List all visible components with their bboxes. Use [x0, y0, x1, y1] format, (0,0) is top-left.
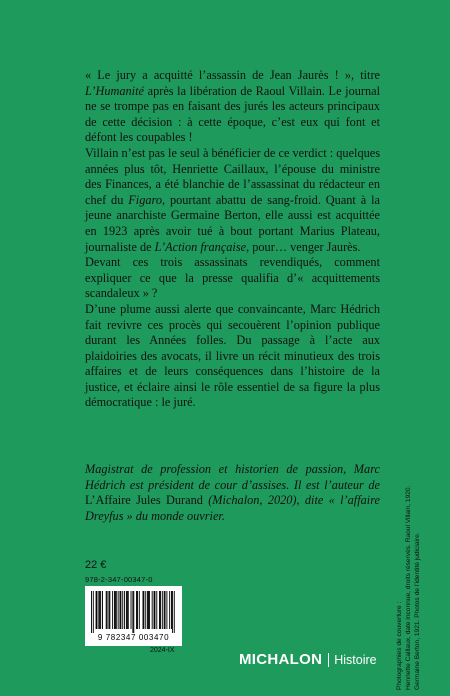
barcode-bar — [174, 591, 175, 633]
price: 22 € — [85, 559, 107, 571]
barcode-bar — [100, 591, 101, 629]
text-run: , pourtant abattu de sang-froid. Quant à la jeune anarchiste Germaine Berton, elle aussi est acquittée en 1923 après avoir tué à bout portant Marius Plateau, journaliste de — [85, 192, 380, 254]
barcode-bar — [98, 591, 99, 629]
barcode-bar — [93, 591, 94, 633]
barcode-bar — [164, 591, 165, 629]
barcode-bar — [115, 591, 116, 629]
credits-line: Germaine Berton, 1921. Photos de l’identité judiciaire. — [414, 532, 421, 690]
publisher-name: MICHALON — [239, 651, 323, 668]
barcode-bar — [127, 591, 128, 629]
text-run: (Michalon, 2020), dite « l’affaire Dreyfus » du monde ouvrier. — [85, 493, 380, 523]
barcode-bar — [143, 591, 144, 629]
barcode-digits: 9 782347 003470 — [97, 633, 170, 642]
blurb — [85, 68, 380, 411]
barcode-bar — [154, 591, 155, 629]
barcode-bar — [124, 591, 125, 629]
barcode-bar — [137, 591, 138, 629]
barcode-bar — [109, 591, 110, 629]
text-run: « Le jury a acquitté l’assassin de Jean Jaurès ! », titre — [85, 68, 380, 82]
upright-text: L’Affaire Jules Durand — [85, 493, 203, 508]
publisher-logo — [239, 651, 377, 668]
barcode-bar — [132, 591, 133, 633]
barcode-bar — [159, 591, 160, 629]
barcode-bar — [120, 591, 121, 629]
barcode-bar — [171, 591, 172, 629]
barcode-bar — [118, 591, 119, 629]
isbn: 978-2-347-00347-0 — [85, 575, 153, 584]
barcode-bar — [147, 591, 148, 629]
blurb-paragraph — [85, 68, 380, 146]
barcode-bar — [112, 591, 113, 629]
barcode-bar — [131, 591, 132, 629]
barcode-bar — [120, 591, 121, 629]
photo-credits — [395, 470, 422, 690]
edition-code: 2024-IX — [150, 647, 175, 654]
barcode-bar — [160, 591, 161, 629]
barcode-bar — [169, 591, 170, 629]
barcode-bar — [145, 591, 146, 629]
barcode-bar — [99, 591, 100, 629]
text-run: Villain n’est pas le seul à bénéficier de ce verdict : quelques années plus tôt, Henriette Caillaux, l’épouse du ministre des Finances, a été blanchie de l’assassinat du rédacteur en chef du — [85, 145, 380, 207]
barcode-bar — [172, 591, 173, 633]
barcode-bar — [133, 591, 134, 633]
barcode-bar — [152, 591, 153, 629]
barcode-bar — [154, 591, 155, 629]
barcode-bar — [102, 591, 103, 629]
barcode-bar — [126, 591, 127, 629]
barcode-bar — [97, 591, 98, 629]
barcode-bar — [136, 591, 137, 629]
italic-text: L’Humanité — [85, 83, 144, 98]
italic-text: L’Action française — [154, 239, 247, 254]
text-run: D’une plume aussi alerte que convaincante, Marc Hédrich fait revivre ces procès qui secouèrent l’opinion publique durant les Années folles. Du passage à l’acte aux plaidoiries des avocats, il livre un récit minutieux des trois affaires et de leurs conséquences dans l’histoire de la justice, et éclaire ainsi le rôle essentiel de sa figure la plus démocratique : le juré. — [85, 301, 380, 410]
barcode-bar — [143, 591, 144, 629]
barcode-bar — [149, 591, 150, 629]
barcode-bar — [156, 591, 157, 629]
barcode-bar — [148, 591, 149, 629]
blurb-paragraph — [85, 302, 380, 411]
publisher-divider — [328, 653, 329, 667]
barcode-bar — [96, 591, 97, 629]
credits-line: Henriette Caillaux, date inconnue, droits réservés. Raoul Villain, 1920. — [405, 485, 412, 690]
barcode-bar — [107, 591, 108, 629]
barcode-bar — [128, 591, 129, 629]
barcode-bar — [108, 591, 109, 629]
barcode-bar — [116, 591, 117, 629]
barcode-bar — [91, 591, 92, 633]
blurb-paragraph — [85, 255, 380, 302]
barcode-bar — [106, 591, 107, 629]
barcode-bar — [122, 591, 123, 629]
text-run: , pour… venger Jaurès. — [246, 239, 361, 254]
barcode-bar — [165, 591, 166, 629]
credits-line: Photographies de couverture : — [396, 601, 403, 690]
text-run: Devant ces trois assassinats revendiqués, comment expliquer ce que la presse qualifia d’« acquittements scandaleux » ? — [85, 255, 380, 301]
barcode-bar — [166, 591, 167, 629]
barcode-bar — [162, 591, 163, 629]
barcode-bar — [139, 591, 140, 629]
text-run: après la libération de Raoul Villain. Le journal ne se trompe pas en faisant des jurés les acteurs principaux de cette décision : à cette époque, c’est eux qui font et défont les coupables ! — [85, 83, 380, 145]
blurb-paragraph — [85, 146, 380, 255]
author-bio-text — [85, 462, 380, 524]
barcode — [85, 586, 182, 646]
barcode-bars — [85, 586, 182, 633]
italic-text: Figaro — [128, 192, 162, 207]
barcode-bar — [114, 591, 115, 629]
collection-name: Histoire — [334, 652, 377, 667]
text-run: Magistrat de profession et historien de passion, Marc Hédrich est président de cour d’assises. Il est l’auteur de — [85, 462, 380, 492]
author-bio — [85, 462, 380, 524]
